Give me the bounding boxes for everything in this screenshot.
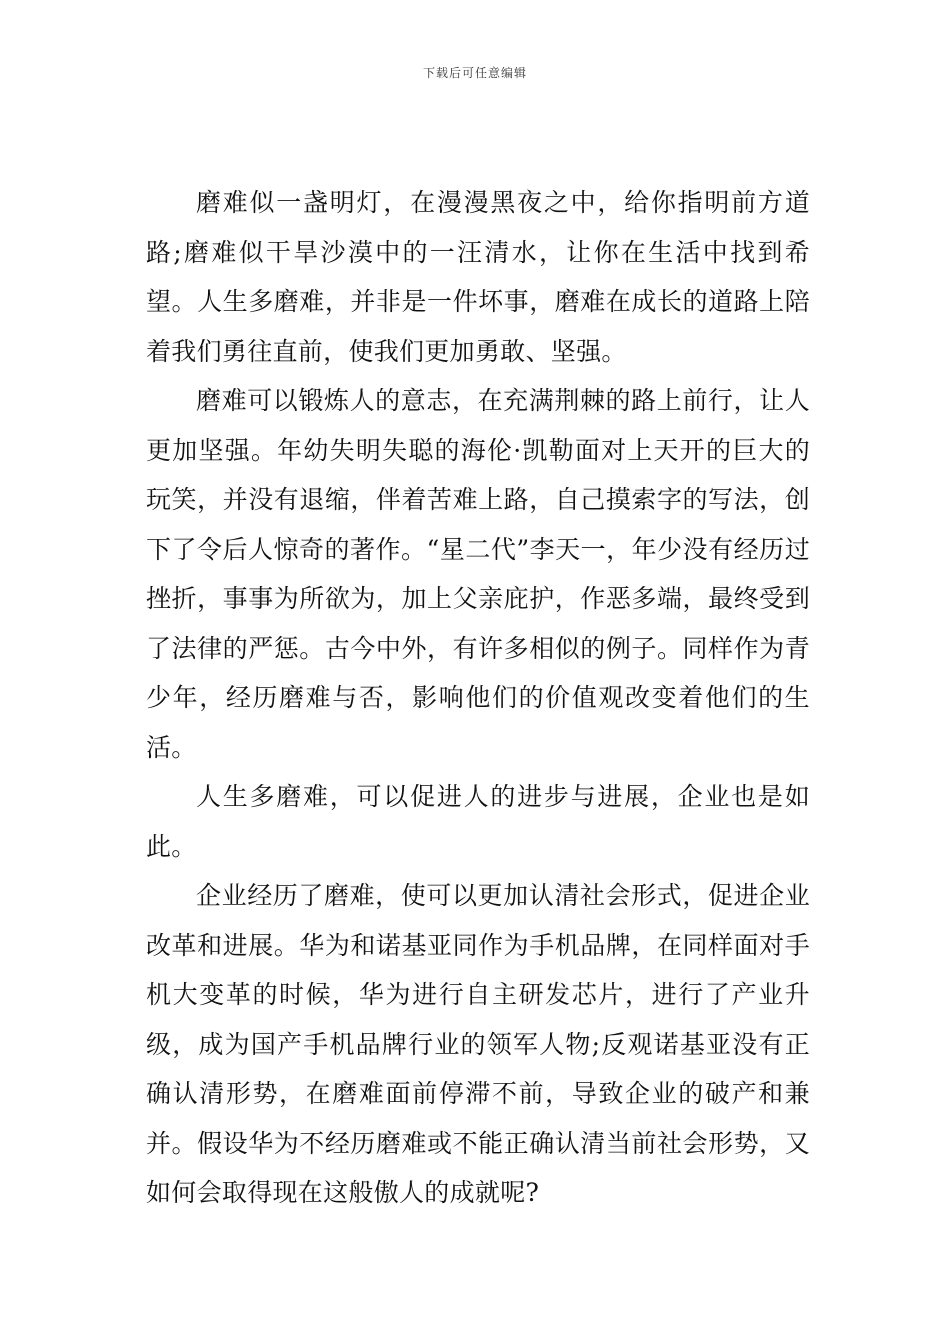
paragraph-4: 企业经历了磨难，使可以更加认清社会形式，促进企业改革和进展。华为和诺基亚同作为手机品牌，在同样面对手机大变革的时候，华为进行自主研发芯片，进行了产业升级，成为国产手机品牌行业的领军人物;反观诺基亚没有正确认清形势，在磨难面前停滞不前，导致企业的破产和兼并。假设华为不经历磨难或不能正确认清当前社会形势，又如何会取得现在这般傲人的成就呢? [146,881,810,1207]
paragraph-2: 磨难可以锻炼人的意志，在充满荆棘的路上前行，让人更加坚强。年幼失明失聪的海伦·凯勒面对上天开的巨大的玩笑，并没有退缩，伴着苦难上路，自己摸索字的写法，创下了令后人惊奇的著作。“星二代”李天一，年少没有经历过挫折，事事为所欲为，加上父亲庇护，作恶多端，最终受到了法律的严惩。古今中外，有许多相似的例子。同样作为青少年，经历磨难与否，影响他们的价值观改变着他们的生活。 [146,386,810,762]
paragraph-3: 人生多磨难，可以促进人的进步与进展，企业也是如此。 [146,782,810,861]
paragraph-1: 磨难似一盏明灯，在漫漫黑夜之中，给你指明前方道路;磨难似干旱沙漠中的一汪清水，让你在生活中找到希望。人生多磨难，并非是一件坏事，磨难在成长的道路上陪着我们勇往直前，使我们更加勇敢、坚强。 [146,188,810,366]
essay-body [146,178,810,1218]
page-header: 下载后可任意编辑 [422,66,527,80]
